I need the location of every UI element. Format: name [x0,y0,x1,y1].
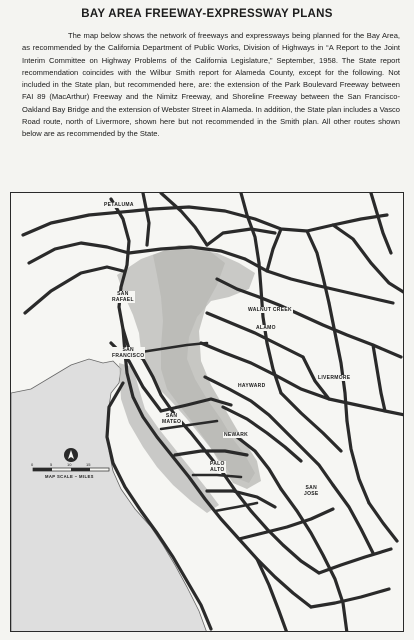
freeway-map [10,192,404,632]
map-scale-bar [33,468,109,471]
city-label-palo-alto: PALO ALTO [210,461,225,473]
scale-tick-10: 10 [67,462,72,467]
scale-label: MAP SCALE – MILES [45,474,94,479]
city-label-livermore: LIVERMORE [318,375,351,381]
scale-tick-0: 0 [31,462,34,467]
page-title: BAY AREA FREEWAY-EXPRESSWAY PLANS [81,8,333,20]
city-label-newark: NEWARK [224,432,249,438]
north-arrow-icon [64,448,78,462]
city-label-alamo: ALAMO [256,325,276,331]
city-label-san-mateo: SAN MATEO [162,413,182,425]
intro-paragraph: The map below shows the network of freeways and expressways being planned for the Bay Area, as recommended by the California Department of Public Works, Division of Highways in “A Report to the Joint Interim Committee on Highway Problems of the California Legislature,” September, 1958. The State report recommendation coincides with the Wilbur Smith report for Alameda County, except for the following. Not included in the State plan, but recommended here, are: the extension of the Park Boulevard Freeway between FAI 89 (MacArthur) Freeway and the Nimitz Freeway, and Shoreline Freeway between the San Francisco-Oakland Bay Bridge and the extension of Webster Street in Alameda. In addition, the State plan includes a Vasco Road route, north of Livermore, shown here but not recommended in the Smith plan. All other routes shown below are as recommended by the State. [22,31,400,139]
city-label-san-jose: SAN JOSE [304,485,319,497]
city-label-san-rafael: SAN RAFAEL [112,291,134,303]
city-label-san-francisco: SAN FRANCISCO [112,347,145,359]
city-label-walnut-creek: WALNUT CREEK [248,307,292,313]
city-label-petaluma: PETALUMA [104,202,134,208]
map-drawing [11,193,404,632]
city-label-hayward: HAYWARD [238,383,266,389]
scale-tick-5: 5 [50,462,53,467]
scale-tick-15: 15 [86,462,91,467]
